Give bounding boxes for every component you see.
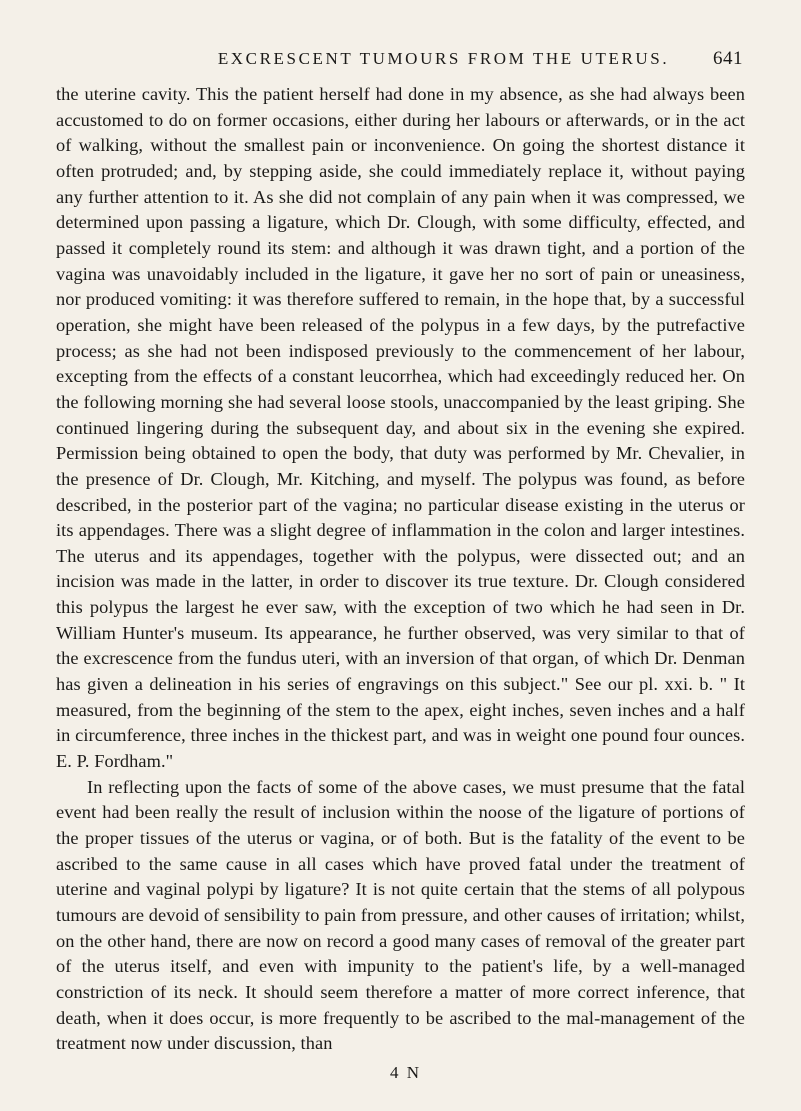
body-text	[56, 82, 745, 1057]
page-number: 641	[713, 48, 743, 69]
paragraph-case-continuation: the uterine cavity. This the patient herself had done in my absence, as she had always been accustomed to do on former occasions, either during her labours or afterwards, or in the act of walking, without the smallest pain or inconvenience. On going the shortest distance it often protruded; and, by stepping aside, she could immediately replace it, without paying any further attention to it. As she did not complain of any pain when it was compressed, we determined upon passing a ligature, which Dr. Clough, with some difficulty, effected, and passed it completely round its stem: and although it was drawn tight, and a portion of the vagina was unavoidably included in the ligature, it gave her no sort of pain or uneasiness, nor produced vomiting: it was therefore suffered to remain, in the hope that, by a successful operation, she might have been released of the polypus in a few days, by the putrefactive process; as she had not been indisposed previously to the commencement of her labour, excepting from the effects of a constant leucorrhea, which had exceedingly reduced her. On the following morning she had several loose stools, unaccompanied by the least griping. She continued lingering during the subsequent day, and about six in the evening she expired. Permission being obtained to open the body, that duty was performed by Mr. Chevalier, in the presence of Dr. Clough, Mr. Kitching, and myself. The polypus was found, as before described, in the posterior part of the vagina; no particular disease existing in the uterus or its appendages. There was a slight degree of inflammation in the colon and larger intestines. The uterus and its appendages, together with the polypus, were dissected out; and an incision was made in the latter, in order to discover its true texture. Dr. Clough considered this polypus the largest he ever saw, with the exception of two which he had seen in Dr. William Hunter's museum. Its appearance, he further observed, was very similar to that of the excrescence from the fundus uteri, with an inversion of that organ, of which Dr. Denman has given a delineation in his series of engravings on this subject." See our pl. xxi. b. " It measured, from the beginning of the stem to the apex, eight inches, seven inches and a half in circumference, three inches in the thickest part, and was in weight one pound four ounces. E. P. Fordham."	[56, 84, 745, 772]
running-title: EXCRESCENT TUMOURS FROM THE UTERUS.	[217, 49, 670, 68]
running-header	[56, 45, 743, 73]
printer-signature: 4 N	[390, 1063, 422, 1082]
paragraph-reflection: In reflecting upon the facts of some of the above cases, we must presume that the fatal event had been really the result of inclusion within the noose of the ligature of portions of the proper tissues of the uterus or vagina, or of both. But is the fatality of the event to be ascribed to the same cause in all cases which have proved fatal under the treatment of uterine and vaginal polypi by ligature? It is not quite certain that the stems of all polypous tumours are devoid of sensibility to pain from pressure, and other causes of irritation; whilst, on the other hand, there are now on record a good many cases of removal of the greater part of the uterus itself, and even with impunity to the patient's life, by a well-managed constriction of its neck. It should seem therefore a matter of more correct inference, that death, when it does occur, is more frequently to be ascribed to the mal-management of the treatment now under discussion, than	[56, 776, 745, 1054]
